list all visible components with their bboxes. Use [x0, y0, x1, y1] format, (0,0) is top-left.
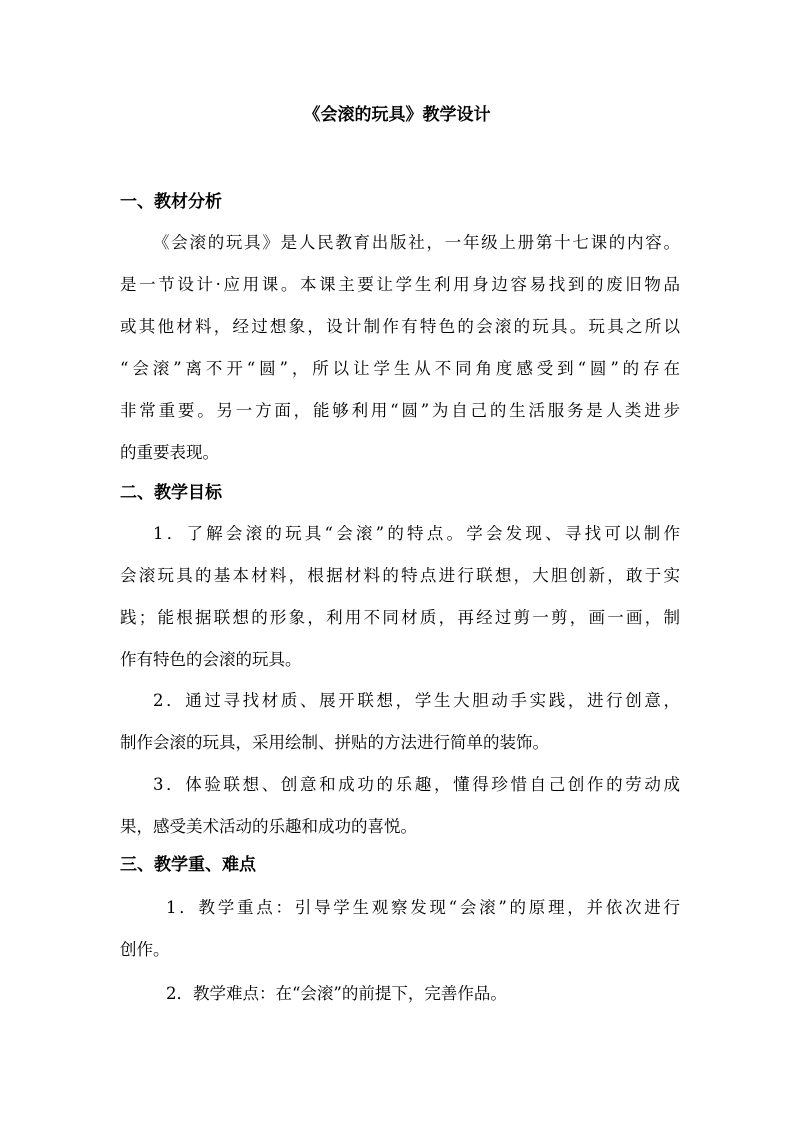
text-line: “会滚”离不开“圆”，所以让学生从不同角度感受到“圆”的存在 [120, 359, 680, 378]
text-line: 2．教学难点：在“会滚”的前提下，完善作品。 [166, 984, 507, 1003]
paragraph [120, 887, 680, 971]
section-heading: 一、教材分析 [120, 192, 222, 212]
paragraph [120, 680, 680, 764]
text-line: 或其他材料，经过想象，设计制作有特色的会滚的玩具。玩具之所以 [120, 317, 680, 336]
text-line: 是一节设计·应用课。本课主要让学生利用身边容易找到的废旧物品 [120, 275, 680, 294]
section-heading: 二、教学目标 [120, 483, 222, 503]
paragraph [120, 513, 680, 681]
text-line: 会滚玩具的基本材料，根据材料的特点进行联想，大胆创新，敢于实 [120, 566, 680, 585]
text-line: 非常重要。另一方面，能够利用“圆”为自己的生活服务是人类进步 [120, 401, 680, 420]
text-line: 1．教学重点：引导学生观察发现“会滚”的原理，并依次进行 [166, 898, 680, 917]
text-line: 3．体验联想、创意和成功的乐趣，懂得珍惜自己创作的劳动成 [153, 775, 680, 794]
section-heading: 三、教学重、难点 [120, 855, 256, 875]
text-line: 创作。 [120, 940, 170, 959]
text-line: 制作会滚的玩具，采用绘制、拼贴的方法进行简单的装饰。 [120, 733, 549, 752]
text-line: 作有特色的会滚的玩具。 [120, 650, 302, 669]
document-title: 《会滚的玩具》教学设计 [303, 105, 491, 125]
paragraph [120, 764, 680, 848]
text-line: 《会滚的玩具》是人民教育出版社，一年级上册第十七课的内容。 [153, 233, 680, 252]
text-line: 2．通过寻找材质、展开联想，学生大胆动手实践，进行创意， [153, 691, 680, 710]
paragraph [120, 973, 680, 1015]
text-line: 1．了解会滚的玩具“会滚”的特点。学会发现、寻找可以制作 [153, 524, 680, 543]
paragraph [120, 222, 680, 474]
text-line: 的重要表现。 [120, 443, 219, 462]
text-line: 果，感受美术活动的乐趣和成功的喜悦。 [120, 817, 417, 836]
text-line: 践；能根据联想的形象，利用不同材质，再经过剪一剪，画一画，制 [120, 608, 680, 627]
